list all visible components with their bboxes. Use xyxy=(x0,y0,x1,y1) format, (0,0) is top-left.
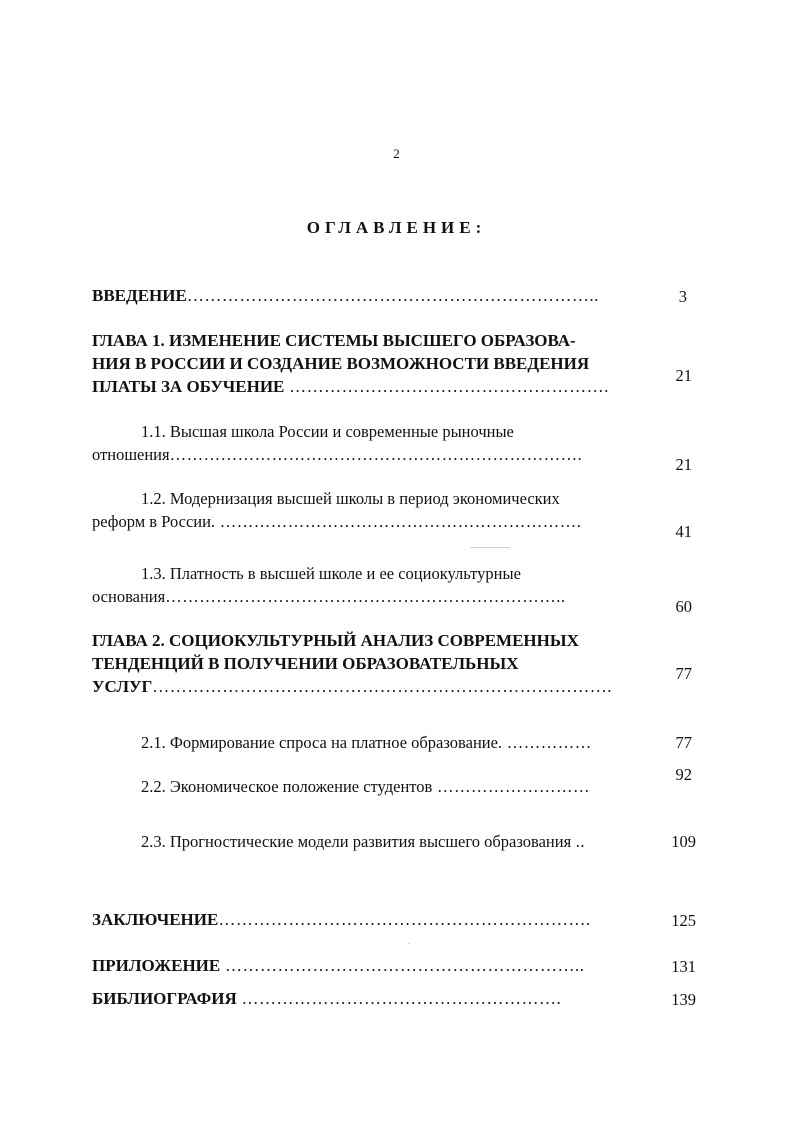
toc-entry-conclusion xyxy=(92,910,591,930)
toc-leader-dots: ……………………………………………………………………. xyxy=(152,677,613,696)
toc-leader-dots: ………………………………………………………. xyxy=(215,512,582,531)
toc-page-number: 92 xyxy=(675,765,692,784)
section-1-2-line-1: 1.2. Модернизация высшей школы в период экономических xyxy=(141,489,560,508)
toc-page-number: 131 xyxy=(671,957,696,976)
toc-entry-title: реформ в России. xyxy=(92,512,216,531)
toc-entry-title: БИБЛИОГРАФИЯ xyxy=(92,989,237,1008)
toc-entry-title: ПЛАТЫ ЗА ОБУЧЕНИЕ xyxy=(92,377,285,396)
toc-page-number: 109 xyxy=(671,832,696,851)
toc-page-number: 21 xyxy=(675,455,692,474)
toc-entry-title: ВВЕДЕНИЕ xyxy=(92,286,187,305)
section-1-2-line-2 xyxy=(92,512,581,532)
section-2-2-line xyxy=(141,777,590,797)
toc-entry-introduction xyxy=(92,286,599,306)
toc-leader-dots: …………………………………………………………….. xyxy=(165,587,566,606)
section-1-3-line-1: 1.3. Платность в высшей школе и ее социокультурные xyxy=(141,564,521,583)
toc-entry-title: основания xyxy=(92,587,166,606)
section-1-1-line-1: 1.1. Высшая школа России и современные рыночные xyxy=(141,422,514,441)
toc-leader-dots: ………………………………………………………. xyxy=(218,910,591,929)
toc-entry-title: 2.2. Экономическое положение студентов xyxy=(141,777,433,796)
toc-leader-dots: ………………………………………………………………. xyxy=(169,445,583,464)
scan-artifact xyxy=(408,943,410,944)
toc-leader-dots: …………… xyxy=(502,733,592,752)
toc-leader-dots: …………………………………………………….. xyxy=(220,956,585,975)
toc-entry-title: ПРИЛОЖЕНИЕ xyxy=(92,956,221,975)
toc-entry-title: ЗАКЛЮЧЕНИЕ xyxy=(92,910,219,929)
section-1-3-line-2 xyxy=(92,587,565,607)
chapter-2-title-line-3 xyxy=(92,677,612,697)
toc-leader-dots: ………………………………………………. xyxy=(236,989,562,1008)
toc-page-number: 21 xyxy=(675,366,692,385)
page-number: 2 xyxy=(393,146,400,161)
toc-leader-dots: .. xyxy=(571,832,586,851)
chapter-1-title-line-1: ГЛАВА 1. ИЗМЕНЕНИЕ СИСТЕМЫ ВЫСШЕГО ОБРАЗОВА- xyxy=(92,331,576,350)
toc-page-number: 77 xyxy=(675,664,692,683)
toc-page-number: 139 xyxy=(671,990,696,1009)
toc-leader-dots: ……………………… xyxy=(432,777,590,796)
toc-leader-dots: ………………………………………………. xyxy=(284,377,609,396)
section-1-1-line-2 xyxy=(92,445,582,465)
toc-leader-dots: …………………………………………………………….. xyxy=(186,286,599,305)
toc-entry-title: 2.3. Прогностические модели развития высшего образования xyxy=(141,832,572,851)
section-2-3-line xyxy=(141,832,585,852)
section-2-1-line xyxy=(141,733,592,753)
chapter-2-title-line-2: ТЕНДЕНЦИЙ В ПОЛУЧЕНИИ ОБРАЗОВАТЕЛЬНЫХ xyxy=(92,654,519,673)
toc-page-number: 77 xyxy=(675,733,692,752)
chapter-2-title-line-1: ГЛАВА 2. СОЦИОКУЛЬТУРНЫЙ АНАЛИЗ СОВРЕМЕННЫХ xyxy=(92,631,579,650)
toc-entry-title: 2.1. Формирование спроса на платное образование. xyxy=(141,733,503,752)
toc-entry-appendix xyxy=(92,956,584,976)
page-title: ОГЛАВЛЕНИЕ: xyxy=(306,218,487,237)
toc-entry-title: отношения xyxy=(92,445,170,464)
toc-page-number: 125 xyxy=(671,911,696,930)
toc-page-number: 41 xyxy=(675,522,692,541)
toc-page-number: 3 xyxy=(678,287,687,306)
toc-page-number: 60 xyxy=(675,597,692,616)
chapter-1-title-line-2: НИЯ В РОССИИ И СОЗДАНИЕ ВОЗМОЖНОСТИ ВВЕДЕНИЯ xyxy=(92,354,590,373)
chapter-1-title-line-3 xyxy=(92,377,609,397)
toc-entry-title: УСЛУГ xyxy=(92,677,153,696)
scan-artifact xyxy=(470,547,510,548)
toc-entry-bibliography xyxy=(92,989,561,1009)
